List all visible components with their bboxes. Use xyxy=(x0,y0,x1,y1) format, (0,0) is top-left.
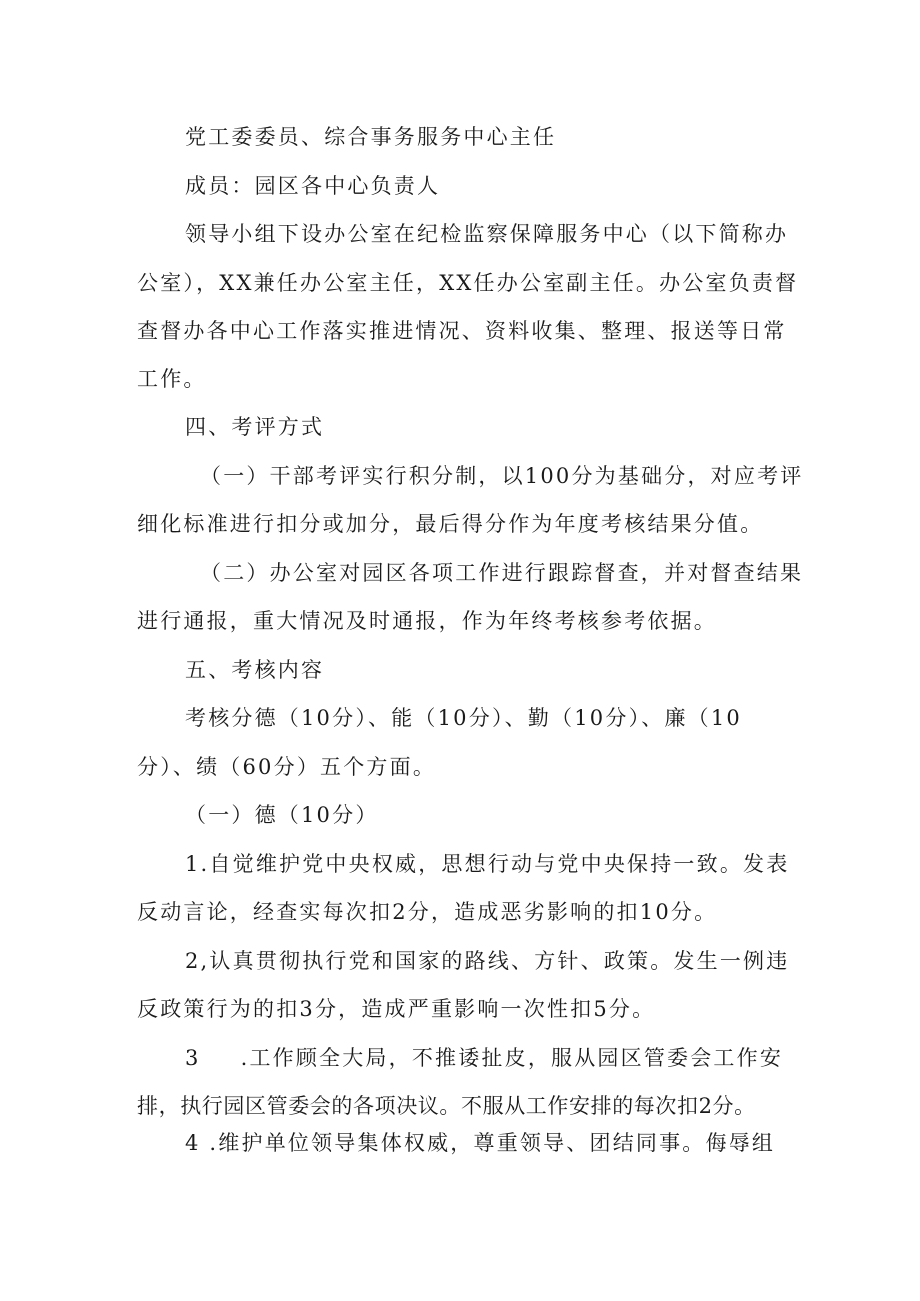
paragraph-line: （一）干部考评实行积分制，以100分为基础分，对应考评 xyxy=(200,464,804,488)
paragraph-line: 进行通报，重大情况及时通报，作为年终考核参考依据。 xyxy=(137,609,717,633)
paragraph-line xyxy=(185,1043,783,1073)
paragraph-line: 反动言论，经查实每次扣2分，造成恶劣影响的扣10分。 xyxy=(137,900,718,924)
paragraph-line: 公室），XX兼任办公室主任，XX任办公室副主任。办公室负责督 xyxy=(137,271,799,295)
paragraph-line: 1.自觉维护党中央权威，思想行动与党中央保持一致。发表 xyxy=(185,852,790,876)
item-number: 3 xyxy=(185,1046,201,1070)
section-heading: 五、考核内容 xyxy=(185,658,325,682)
paragraph-line: 查督办各中心工作落实推进情况、资料收集、整理、报送等日常 xyxy=(137,319,787,343)
paragraph-line: 排，执行园区管委会的各项决议。不服从工作安排的每次扣2分。 xyxy=(137,1094,756,1118)
paragraph-line: 细化标准进行扣分或加分，最后得分作为年度考核结果分值。 xyxy=(137,512,764,536)
paragraph-line: 工作。 xyxy=(137,367,207,391)
paragraph-line: 领导小组下设办公室在纪检监察保障服务中心（以下简称办 xyxy=(185,222,789,246)
paragraph-line: （二）办公室对园区各项工作进行跟踪督查，并对督查结果 xyxy=(200,561,804,585)
paragraph-line: 2,认真贯彻执行党和国家的路线、方针、政策。发生一例违 xyxy=(185,949,790,973)
paragraph-line: 考核分德（10分）、能（10分）、勤（10分）、廉（10 xyxy=(185,706,742,730)
section-heading: 四、考评方式 xyxy=(185,415,325,439)
paragraph-line: 分）、绩（60分）五个方面。 xyxy=(137,755,437,779)
subsection-heading: （一）德（10分） xyxy=(185,803,379,827)
paragraph-line: 4 .维护单位领导集体权威，尊重领导、团结同事。侮辱组 xyxy=(185,1131,776,1155)
paragraph-line: 成员：园区各中心负责人 xyxy=(185,174,441,198)
item-text: .工作顾全大局，不推诿扯皮，服从园区管委会工作安 xyxy=(240,1046,784,1070)
paragraph-line: 反政策行为的扣3分，造成严重影响一次性扣5分。 xyxy=(137,997,656,1021)
paragraph-line: 党工委委员、综合事务服务中心主任 xyxy=(185,125,557,149)
